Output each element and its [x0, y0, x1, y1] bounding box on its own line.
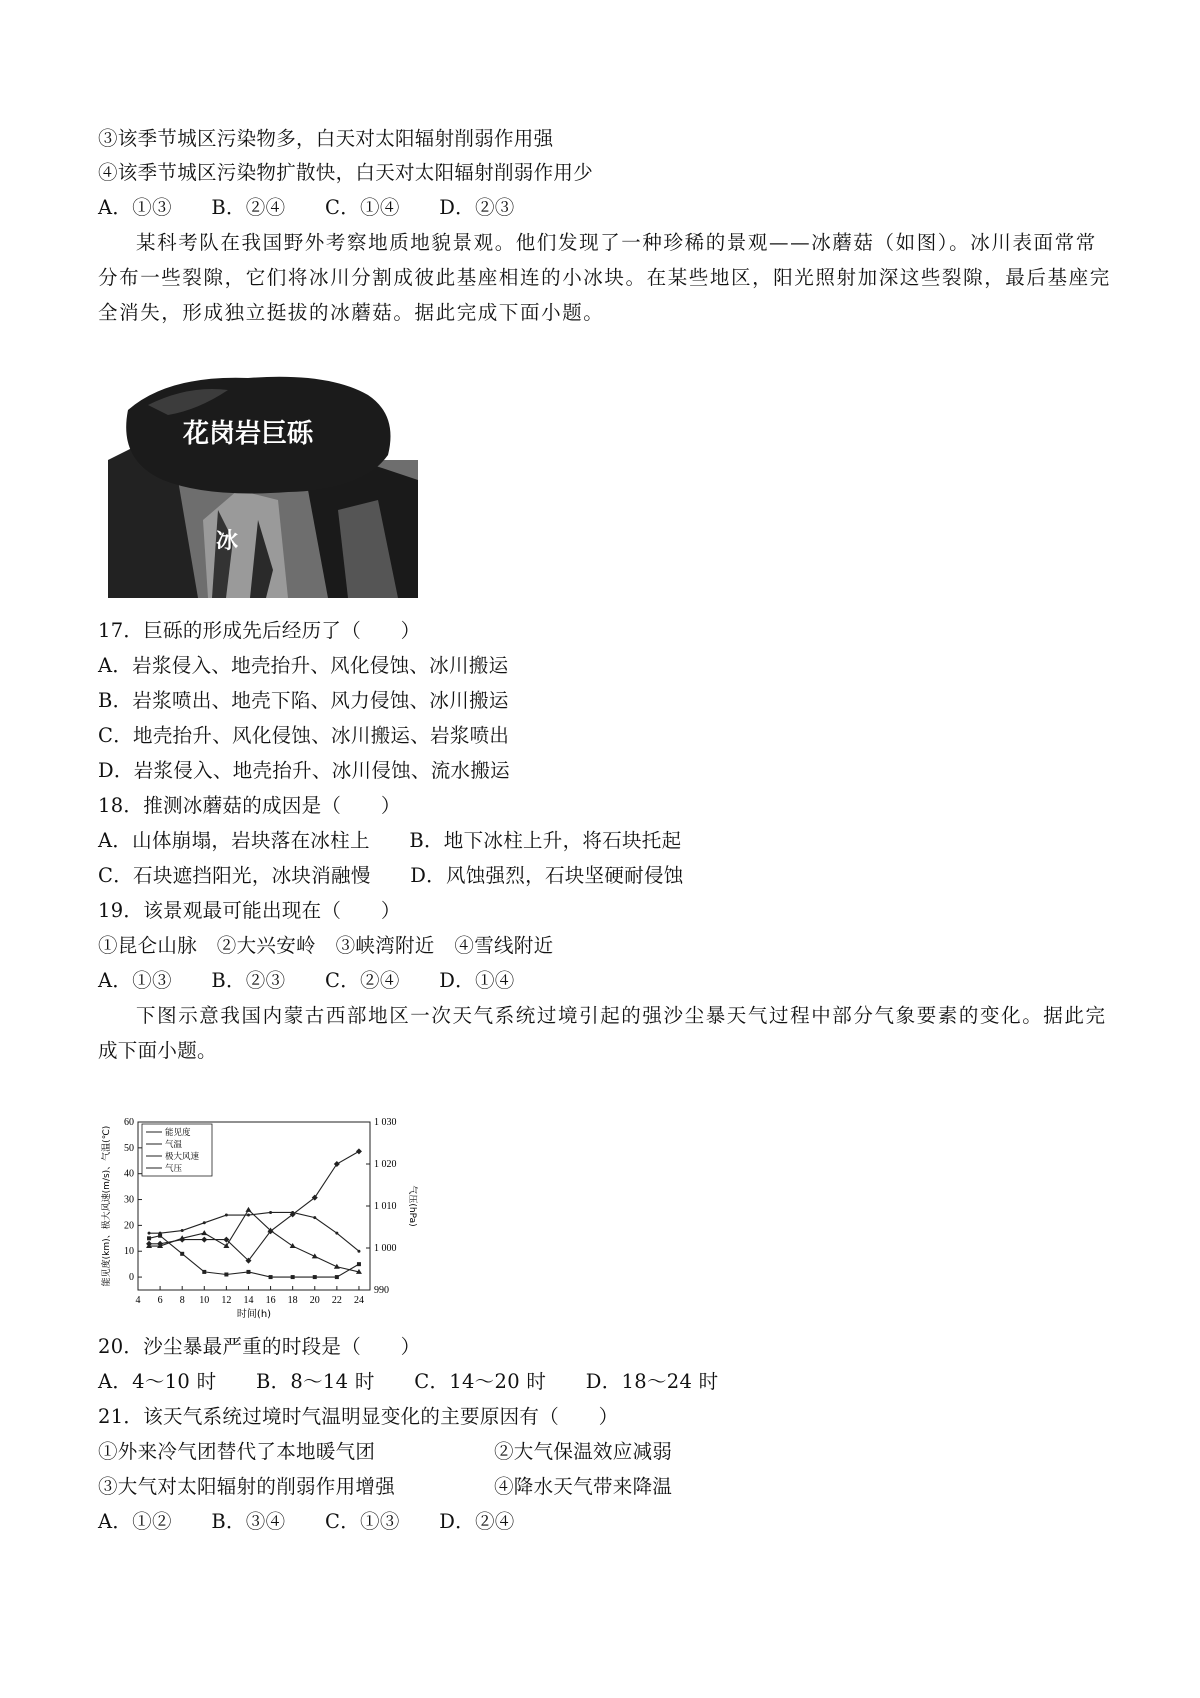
- data-point: [356, 1148, 362, 1154]
- choices-ab: A．山体崩塌，岩块落在冰柱上 B．地下冰柱上升，将石块托起: [98, 829, 682, 852]
- data-point: [223, 1243, 229, 1248]
- legend-label: 气压: [165, 1164, 183, 1174]
- data-point: [180, 1252, 184, 1256]
- data-point: [291, 1275, 295, 1279]
- y-left-tick-label: 30: [124, 1194, 134, 1206]
- passage-line: 全消失，形成独立挺拔的冰蘑菇。据此完成下面小题。: [98, 301, 605, 324]
- data-point: [313, 1216, 316, 1219]
- legend-label: 能见度: [165, 1128, 191, 1138]
- data-point: [181, 1229, 184, 1232]
- weather-chart-svg: [98, 1110, 436, 1325]
- y-right-axis-title: 气压(hPa): [407, 1185, 417, 1227]
- x-axis-title: 时间(h): [236, 1309, 272, 1320]
- data-point: [335, 1275, 339, 1279]
- legend-label: 极大风速: [165, 1152, 200, 1162]
- y-right-tick-label: 990: [374, 1285, 389, 1296]
- data-point: [201, 1237, 207, 1243]
- data-point: [225, 1214, 228, 1217]
- data-point: [290, 1243, 296, 1248]
- passage-line: 成下面小题。: [98, 1039, 217, 1062]
- question-18: 18．推测冰蘑菇的成因是（ ）: [98, 794, 401, 817]
- x-tick-label: 20: [309, 1295, 320, 1306]
- y-right-tick-label: 1 030: [374, 1117, 397, 1128]
- x-tick-label: 14: [243, 1295, 254, 1306]
- answer-choices: A．4～10 时 B．8～14 时 C．14～20 时 D．18～24 时: [98, 1370, 719, 1393]
- option-line: ④该季节城区污染物扩散快，白天对太阳辐射削弱作用少: [98, 161, 594, 184]
- series-line: [149, 1236, 359, 1277]
- answer-choices: A．①② B．③④ C．①③ D．②④: [98, 1510, 515, 1533]
- y-left-axis-title: 能见度(km)、极大风速(m/s)、气温(℃): [102, 1125, 112, 1287]
- question-19: 19．该景观最可能出现在（ ）: [98, 899, 401, 922]
- data-point: [159, 1232, 162, 1235]
- question-21: 21．该天气系统过境时气温明显变化的主要原因有（ ）: [98, 1405, 619, 1428]
- rock-label: 花岗岩巨砾: [183, 418, 314, 448]
- x-tick-label: 24: [353, 1295, 364, 1306]
- option-line: ③该季节城区污染物多，白天对太阳辐射削弱作用强: [98, 127, 554, 150]
- y-left-tick-label: 60: [124, 1117, 134, 1128]
- answer-choices: A．①③ B．②④ C．①④ D．②③: [98, 196, 515, 219]
- choice-a: A．岩浆侵入、地壳抬升、风化侵蚀、冰川搬运: [98, 654, 509, 677]
- y-left-tick-label: 20: [124, 1220, 134, 1232]
- x-tick-label: 16: [265, 1295, 276, 1306]
- data-point: [334, 1161, 340, 1167]
- y-right-tick-label: 1 000: [374, 1243, 397, 1254]
- data-point: [269, 1211, 272, 1214]
- x-tick-label: 4: [135, 1295, 141, 1306]
- y-left-tick-label: 50: [124, 1142, 134, 1154]
- y-right-tick-label: 1 010: [374, 1201, 397, 1212]
- x-tick-label: 8: [179, 1295, 185, 1306]
- option-line: ①外来冷气团替代了本地暖气团 ②大气保温效应减弱: [98, 1440, 673, 1463]
- passage-line: 某科考队在我国野外考察地质地貌景观。他们发现了一种珍稀的景观——冰蘑菇（如图）。冰川表面常常: [136, 231, 1097, 254]
- data-point: [313, 1275, 317, 1279]
- series-line: [149, 1212, 359, 1251]
- y-right-tick-label: 1 020: [374, 1159, 397, 1170]
- x-tick-label: 22: [331, 1295, 342, 1306]
- ice-label: 冰: [216, 528, 239, 553]
- choice-d: D．岩浆侵入、地壳抬升、冰川侵蚀、流水搬运: [98, 759, 510, 782]
- choices-cd: C．石块遮挡阳光，冰块消融慢 D．风蚀强烈，石块坚硬耐侵蚀: [98, 864, 684, 887]
- x-tick-label: 12: [221, 1295, 232, 1306]
- data-point: [148, 1232, 151, 1235]
- data-point: [357, 1250, 360, 1253]
- y-left-tick-label: 0: [129, 1272, 134, 1284]
- x-tick-label: 6: [157, 1295, 163, 1306]
- y-left-tick-label: 40: [124, 1168, 134, 1180]
- data-point: [224, 1272, 228, 1276]
- data-point: [245, 1207, 251, 1212]
- data-point: [246, 1270, 250, 1274]
- x-tick-label: 10: [199, 1295, 210, 1306]
- data-point: [201, 1230, 207, 1235]
- legend-label: 气温: [165, 1140, 183, 1150]
- data-point: [247, 1214, 250, 1217]
- option-line: ③大气对太阳辐射的削弱作用增强 ④降水天气带来降温: [98, 1475, 673, 1498]
- choice-b: B．岩浆喷出、地壳下陷、风力侵蚀、冰川搬运: [98, 689, 509, 712]
- data-point: [202, 1270, 206, 1274]
- answer-choices: A．①③ B．②③ C．②④ D．①④: [98, 969, 515, 992]
- weather-chart: [98, 1110, 436, 1325]
- y-left-tick-label: 10: [124, 1246, 134, 1258]
- ice-mushroom-photo: [108, 370, 418, 598]
- passage-line: 分布一些裂隙，它们将冰川分割成彼此基座相连的小冰块。在某些地区，阳光照射加深这些裂隙，最后基座完: [98, 266, 1111, 289]
- choice-c: C．地壳抬升、风化侵蚀、冰川搬运、岩浆喷出: [98, 724, 510, 747]
- option-line: ①昆仑山脉 ②大兴安岭 ③峡湾附近 ④雪线附近: [98, 934, 554, 957]
- data-point: [147, 1236, 151, 1240]
- question-20: 20．沙尘暴最严重的时段是（ ）: [98, 1335, 421, 1358]
- data-point: [203, 1221, 206, 1224]
- data-point: [269, 1275, 273, 1279]
- data-point: [335, 1232, 338, 1235]
- passage-line: 下图示意我国内蒙古西部地区一次天气系统过境引起的强沙尘暴天气过程中部分气象要素的变化。据此完: [136, 1004, 1107, 1027]
- data-point: [357, 1262, 361, 1266]
- x-tick-label: 18: [287, 1295, 298, 1306]
- question-17: 17．巨砾的形成先后经历了（ ）: [98, 619, 421, 642]
